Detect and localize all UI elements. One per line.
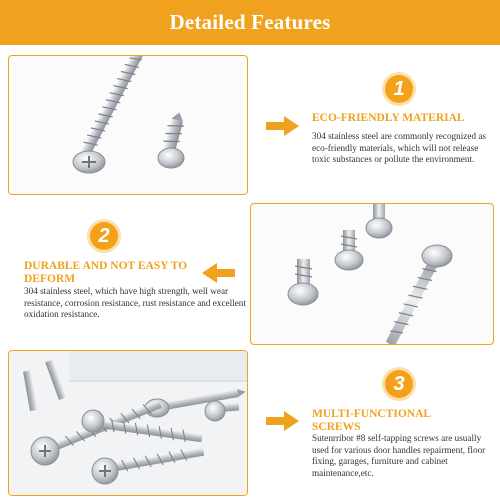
feature-2-image	[250, 203, 494, 345]
arrow-right-icon	[266, 115, 300, 137]
page-title: Detailed Features	[169, 10, 331, 34]
feature-1-title: ECO-FRIENDLY MATERIAL	[312, 112, 465, 124]
arrow-left-icon	[202, 262, 236, 284]
feature-3-image	[8, 350, 248, 496]
feature-3-text: Sutenrribor #8 self-tapping screws are usually used for various door handles repairment, floor fixing, garages, furniture and cabinet maintenance,etc.	[312, 433, 486, 478]
screw-image	[9, 56, 248, 195]
feature-1-number: 1	[385, 75, 413, 103]
feature-2-text: 304 stainless steel, which have high strength, well wear resistance, corrosion resistance, rust resistance and excellent oxidation resistance.	[24, 286, 246, 319]
feature-3-number: 3	[385, 370, 413, 398]
feature-2-title: DURABLE AND NOT EASY TO DEFORM	[24, 260, 188, 285]
screw-image	[251, 204, 494, 345]
feature-3-title: MULTI-FUNCTIONAL SCREWS	[312, 408, 431, 433]
screw-image	[9, 351, 248, 496]
feature-1-text: 304 stainless steel are commonly recognized as eco-friendly materials, which will not release toxic substances or pollute the environment.	[312, 131, 486, 164]
feature-2-number: 2	[90, 222, 118, 250]
arrow-right-icon	[266, 410, 300, 432]
feature-1-image	[8, 55, 248, 195]
header-banner	[0, 0, 500, 45]
